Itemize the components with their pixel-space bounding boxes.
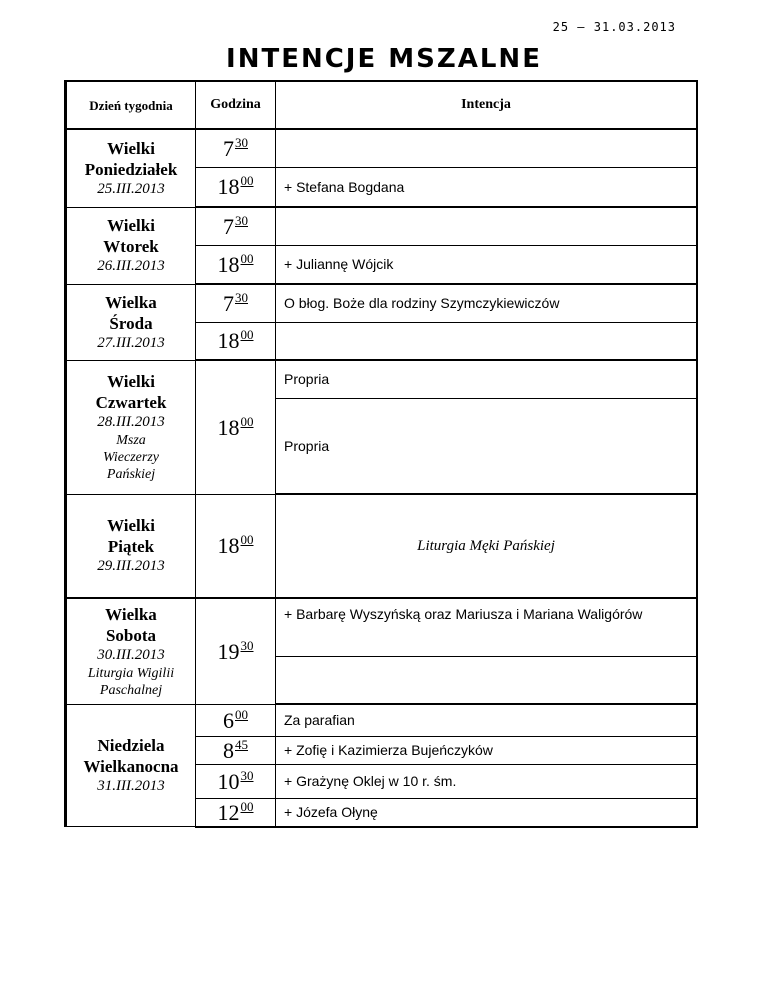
day-note: Wieczerzy [103,450,159,465]
day-name: Wielka [105,292,157,312]
table-header-row [66,81,698,129]
mass-hour: $18^{00}$ [196,167,276,207]
day-note: Pańskiej [106,467,156,482]
table-row [66,598,698,656]
intention-cell [276,322,698,360]
day-name: Piątek [107,537,155,557]
day-note: Liturgia Wigilii [87,665,175,681]
mass-hour: $18^{00}$ [196,494,276,598]
day-name: Wielki [107,216,155,235]
day-date: 27.III.2013 [97,334,165,351]
table-row [66,360,698,398]
day-cell [66,284,196,360]
intention-cell: Propria [276,360,698,398]
mass-hour: $18^{00}$ [196,360,276,494]
mass-hour: $18^{00}$ [196,245,276,284]
intention-cell: O błog. Boże dla rodziny Szymczykiewiczów [276,284,698,322]
intention-cell: Za parafian [276,704,698,736]
intention-cell [276,129,698,167]
intention-cell [276,656,698,704]
day-date: 26.III.2013 [97,258,165,274]
intention-cell: + Grażynę Oklej w 10 r. śm. [276,764,698,798]
table-row [66,207,698,245]
day-note: Msza [116,433,146,448]
day-cell [66,494,196,598]
day-date: 29.III.2013 [97,558,165,575]
mass-hour: $18^{00}$ [196,322,276,360]
day-cell [66,129,196,207]
page-title: INTENCJE MSZALNE [226,44,542,74]
mass-hour: $7^{30}$ [196,207,276,245]
mass-hour: $6^{00}$ [196,704,276,736]
day-name: Środa [109,313,153,333]
column-header-day: Dzień tygodnia [66,81,196,129]
intention-cell: Liturgia Męki Pańskiej [276,494,698,598]
day-name: Wielka [105,604,157,624]
intention-cell: + Barbarę Wyszyńską oraz Mariusza i Mariana Waligórów [276,598,698,656]
mass-hour: $7^{30}$ [196,129,276,167]
table-row [66,704,698,736]
mass-hour: $19^{30}$ [196,598,276,704]
day-date: 28.III.2013 [97,414,165,430]
day-name: Niedziela [97,735,165,755]
day-note: Paschalnej [99,682,163,698]
day-cell [66,704,196,827]
day-date: 25.III.2013 [97,180,165,197]
day-name: Sobota [105,625,157,645]
day-name: Wielkanocna [83,756,179,776]
intention-cell: + Józefa Ołynę [276,798,698,827]
intention-cell: + Zofię i Kazimierza Bujeńczyków [276,736,698,764]
day-name: Wtorek [103,237,159,256]
day-cell [66,598,196,704]
day-name: Czwartek [95,393,167,412]
day-name: Wielki [107,516,155,536]
day-date: 30.III.2013 [97,646,165,663]
day-cell [66,207,196,284]
mass-schedule-table [64,80,698,828]
table-row [66,494,698,598]
date-range: 25 – 31.03.2013 [552,20,676,34]
intention-cell: + Juliannę Wójcik [276,245,698,284]
mass-hour: $10^{30}$ [196,764,276,798]
day-date: 31.III.2013 [97,777,165,794]
mass-hour: $12^{00}$ [196,798,276,827]
day-name: Wielki [107,372,155,391]
table-row [66,129,698,167]
intention-cell: + Stefana Bogdana [276,167,698,207]
day-name: Poniedziałek [84,159,178,179]
day-name: Wielki [107,138,155,158]
intention-cell [276,207,698,245]
column-header-hour: Godzina [196,81,276,129]
intention-cell: Propria [276,398,698,494]
mass-hour: $8^{45}$ [196,736,276,764]
column-header-intention: Intencja [276,81,698,129]
mass-hour: $7^{30}$ [196,284,276,322]
table-row [66,284,698,322]
day-cell [66,360,196,494]
